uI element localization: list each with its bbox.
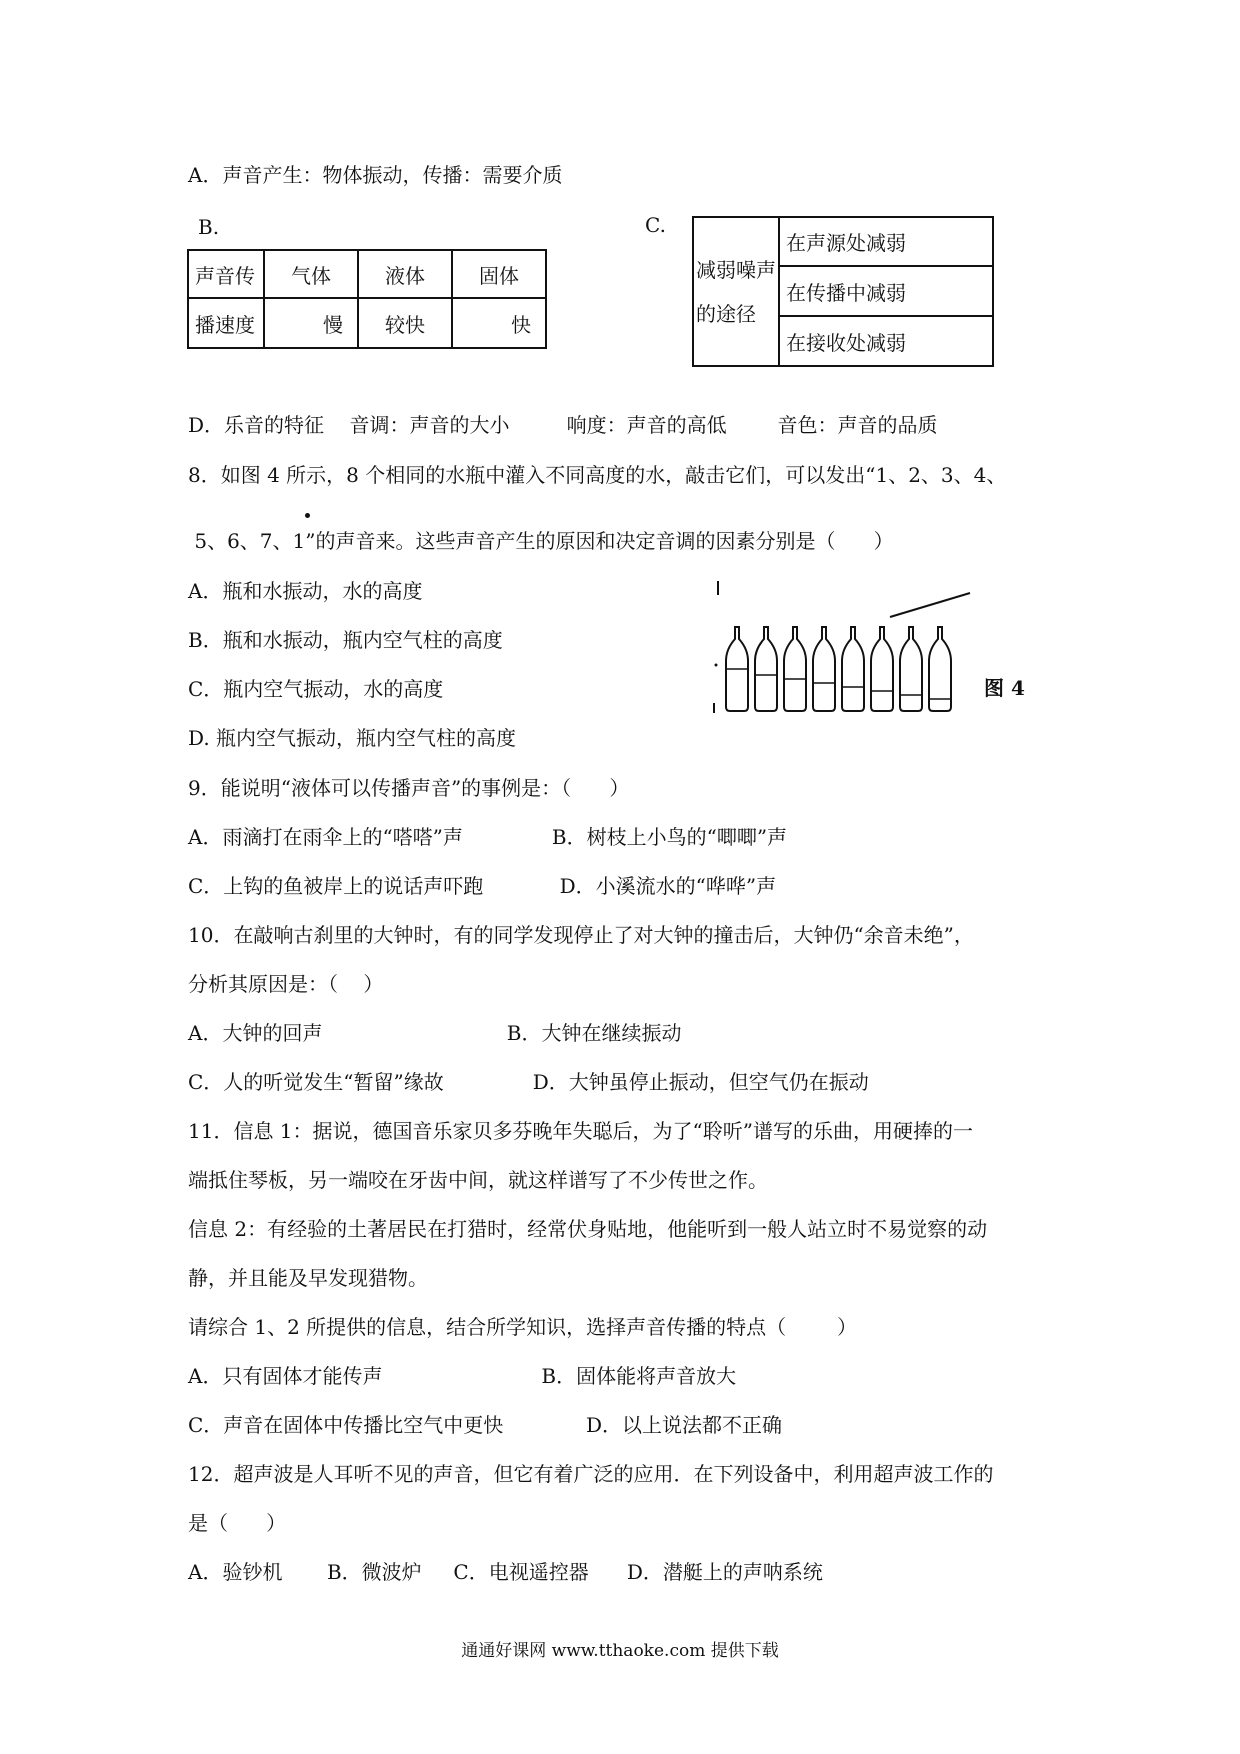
- q11-question: 请综合 1、2 所提供的信息，结合所学知识，选择声音传播的特点（ ）: [188, 1315, 858, 1339]
- q10-stem-line2: 分析其原因是：（ ）: [188, 972, 384, 996]
- table-header-line: 减弱噪声: [696, 257, 776, 282]
- q11-options-cd: C．声音在固体中传播比空气中更快 D．以上说法都不正确: [188, 1413, 782, 1437]
- table-cell: 在接收处减弱: [779, 316, 993, 366]
- q11-info2-line2: 静，并且能及早发现猎物。: [188, 1266, 428, 1290]
- q10-options-cd: C．人的听觉发生“暂留”缘故 D．大钟虽停止振动，但空气仍在振动: [188, 1070, 869, 1094]
- table-cell: 快: [452, 298, 546, 348]
- table-cell: 声音传: [188, 250, 264, 298]
- q9-options-ab: A．雨滴打在雨伞上的“嗒嗒”声 B．树枝上小鸟的“唧唧”声: [188, 825, 788, 849]
- q11-info1-line1: 11．信息 1：据说，德国音乐家贝多芬晚年失聪后，为了“聆听”谱写的乐曲，用硬捧的一: [188, 1119, 973, 1143]
- page-footer: 通通好课网 www.tthaoke.com 提供下载: [461, 1641, 779, 1661]
- table-cell: 较快: [358, 298, 452, 348]
- q12-stem-line1: 12．超声波是人耳听不见的声音，但它有着广泛的应用．在下列设备中，利用超声波工作的: [188, 1462, 994, 1486]
- table-cell: 液体: [358, 250, 452, 298]
- high-octave-dot: [305, 513, 310, 518]
- q7-option-a: A．声音产生：物体振动，传播：需要介质: [188, 163, 563, 187]
- q7-label-c: C.: [645, 213, 666, 237]
- table-cell: 在声源处减弱: [779, 217, 993, 266]
- q9-options-cd: C．上钩的鱼被岸上的说话声吓跑 D．小溪流水的“哗哗”声: [188, 874, 777, 898]
- table-header-cell: [693, 217, 779, 366]
- water-bottles-figure: [700, 575, 980, 725]
- q9-stem: 9．能说明“液体可以传播声音”的事例是：（ ）: [188, 776, 630, 800]
- q8-option-a: A．瓶和水振动，水的高度: [188, 579, 423, 603]
- noise-reduction-table: [692, 216, 994, 367]
- table-cell: 播速度: [188, 298, 264, 348]
- q10-options-ab: A．大钟的回声 B．大钟在继续振动: [188, 1021, 682, 1045]
- q8-option-c: C．瓶内空气振动，水的高度: [188, 677, 444, 701]
- q11-info1-line2: 端抵住琴板，另一端咬在牙齿中间，就这样谱写了不少传世之作。: [188, 1168, 768, 1192]
- figure-4-label: 图 4: [984, 676, 1025, 700]
- table-cell: 气体: [264, 250, 358, 298]
- table-header-line: 的途径: [696, 301, 756, 326]
- q7-option-d: D．乐音的特征 音调：声音的大小 响度：声音的高低 音色：声音的品质: [188, 413, 938, 437]
- q10-stem-line1: 10．在敲响古刹里的大钟时，有的同学发现停止了对大钟的撞击后，大钟仍“余音未绝”，: [188, 923, 974, 947]
- q11-options-ab: A．只有固体才能传声 B．固体能将声音放大: [188, 1364, 737, 1388]
- q8-option-b: B．瓶和水振动，瓶内空气柱的高度: [188, 628, 503, 652]
- q8-stem-line1: 8．如图 4 所示，8 个相同的水瓶中灌入不同高度的水，敲击它们，可以发出“1、2、3、4、: [188, 463, 1007, 487]
- sound-speed-table: [187, 249, 547, 349]
- q12-stem-line2: 是（ ）: [188, 1511, 287, 1535]
- q8-stem-line2: 5、6、7、1”的声音来。这些声音产生的原因和决定音调的因素分别是（ ）: [188, 529, 894, 553]
- q11-info2-line1: 信息 2：有经验的土著居民在打猎时，经常伏身贴地，他能听到一般人站立时不易觉察的动: [188, 1217, 988, 1241]
- table-cell: 固体: [452, 250, 546, 298]
- table-cell: 慢: [264, 298, 358, 348]
- q8-option-d: D. 瓶内空气振动，瓶内空气柱的高度: [188, 726, 517, 750]
- q12-options: A．验钞机 B．微波炉 C．电视遥控器 D．潜艇上的声呐系统: [188, 1560, 823, 1584]
- q7-label-b: B.: [198, 215, 220, 239]
- table-cell: 在传播中减弱: [779, 266, 993, 316]
